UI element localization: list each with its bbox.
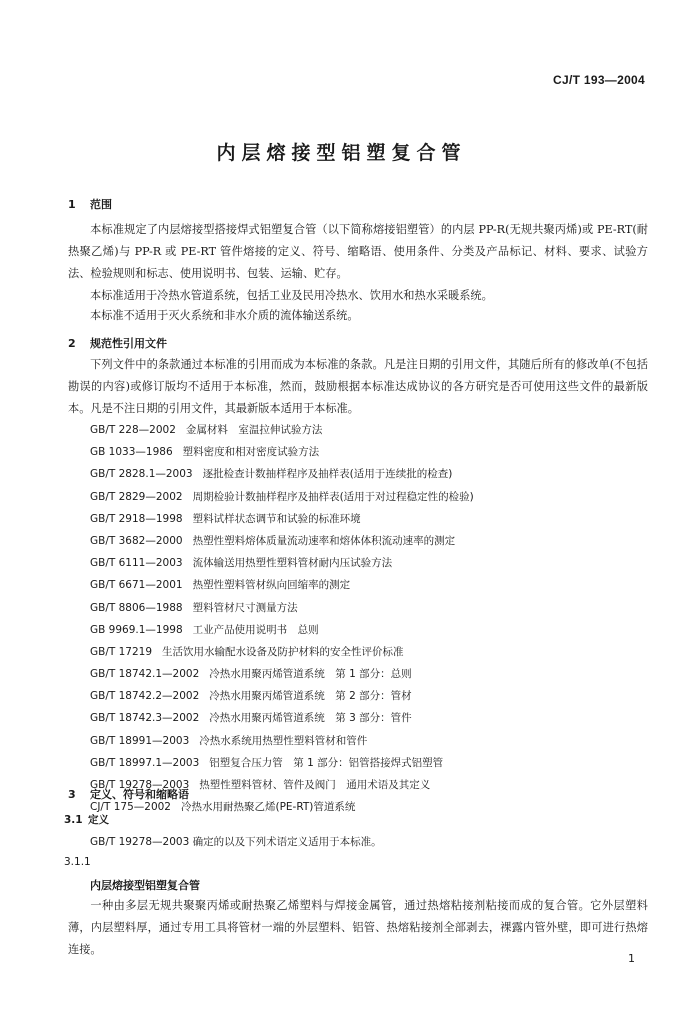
reference-item: GB/T 8806—1988 塑料管材尺寸测量方法	[90, 601, 298, 614]
reference-item: GB/T 228—2002 金属材料 室温拉伸试验方法	[90, 424, 323, 436]
subsection-3-1-text: GB/T 19278—2003 确定的以及下列术语定义适用于本标准。	[90, 836, 382, 848]
reference-item: GB/T 2918—1998 塑料试样状态调节和试验的标准环境	[90, 512, 361, 525]
standard-code: CJ/T 193—2004	[553, 73, 645, 87]
term-definition: 一种由多层无规共聚聚丙烯或耐热聚乙烯塑料与焊接金属管，通过热熔粘接剂粘接而成的复合管。它外层塑料薄，内层塑料厚，通过专用工具将管材一端的外层塑料、铝管、热熔粘接剂全部剥去，裸露内管外壁，即可进行热熔连接。	[68, 899, 648, 956]
reference-item: CJ/T 175—2002 冷热水用耐热聚乙烯(PE-RT)管道系统	[90, 801, 356, 814]
section-3-heading	[68, 786, 189, 802]
page-number: 1	[628, 952, 635, 965]
reference-item: GB/T 3682—2000 热塑性塑料熔体质量流动速率和熔体体积流动速率的测定	[90, 534, 456, 547]
section-2-intro: 下列文件中的条款通过本标准的引用而成为本标准的条款。凡是注日期的引用文件，其随后所有的修改单(不包括勘误的内容)或修订版均不适用于本标准，然而，鼓励根据本标准达成协议的各方研究是否可使用这些文件的最新版本。凡是不注日期的引用文件，其最新版本适用于本标准。	[68, 358, 648, 415]
reference-item: GB/T 18742.3—2002 冷热水用聚丙烯管道系统 第 3 部分：管件	[90, 712, 412, 725]
reference-item: GB/T 2828.1—2003 逐批检查计数抽样程序及抽样表(适用于连续批的检查)	[90, 468, 453, 481]
reference-item: GB 1033—1986 塑料密度和相对密度试验方法	[90, 446, 320, 459]
section-2-heading	[68, 335, 167, 351]
section-1-paragraph-2: 本标准适用于冷热水管道系统，包括工业及民用冷热水、饮用水和热水采暖系统。	[90, 289, 493, 302]
reference-item: GB/T 18742.2—2002 冷热水用聚丙烯管道系统 第 2 部分：管材	[90, 690, 412, 703]
reference-item: GB/T 6671—2001 热塑性塑料管材纵向回缩率的测定	[90, 579, 351, 592]
subsection-3-1-heading: 3.1 定义	[64, 814, 109, 826]
subsection-3-1-1-number: 3.1.1	[64, 856, 91, 868]
section-1-paragraph-1: 本标准规定了内层熔接型搭接焊式铝塑复合管（以下简称熔接铝塑管）的内层 PP-R(无规共聚丙烯)或 PE-RT(耐热聚乙烯)与 PP-R 或 PE-RT 管件熔接的定义、符号、缩略语、使用条件、分类及产品标记、材料、要求、试验方法、检验规则和标志、使用说明书、包装、运输、贮存。	[68, 223, 648, 280]
document-title: 内层熔接型铝塑复合管	[216, 142, 467, 164]
section-title: 定义、符号和缩略语	[90, 788, 189, 801]
reference-item: GB/T 18997.1—2003 铝塑复合压力管 第 1 部分：铝管搭接焊式铝塑管	[90, 756, 444, 769]
reference-item: GB/T 17219 生活饮用水输配水设备及防护材料的安全性评价标准	[90, 645, 404, 658]
section-title: 规范性引用文件	[90, 337, 167, 350]
reference-list	[90, 419, 474, 818]
section-1-paragraph-3: 本标准不适用于灭火系统和非水介质的流体输送系统。	[90, 309, 359, 322]
section-number: 3	[68, 788, 76, 801]
reference-item: GB/T 18991—2003 冷热水系统用热塑性塑料管材和管件	[90, 734, 368, 747]
reference-item: GB/T 19278—2003 热塑性塑料管材、管件及阀门 通用术语及其定义	[90, 779, 431, 791]
reference-item: GB/T 18742.1—2002 冷热水用聚丙烯管道系统 第 1 部分：总则	[90, 668, 412, 681]
section-1-heading	[68, 196, 112, 212]
reference-item: GB 9969.1—1998 工业产品使用说明书 总则	[90, 623, 319, 636]
section-number: 1	[68, 198, 76, 211]
section-number: 2	[68, 337, 76, 350]
term-title: 内层熔接型铝塑复合管	[90, 879, 200, 892]
section-title: 范围	[90, 198, 112, 211]
reference-item: GB/T 2829—2002 周期检验计数抽样程序及抽样表(适用于对过程稳定性的检验)	[90, 490, 474, 503]
reference-item: GB/T 6111—2003 流体输送用热塑性塑料管材耐内压试验方法	[90, 557, 393, 570]
